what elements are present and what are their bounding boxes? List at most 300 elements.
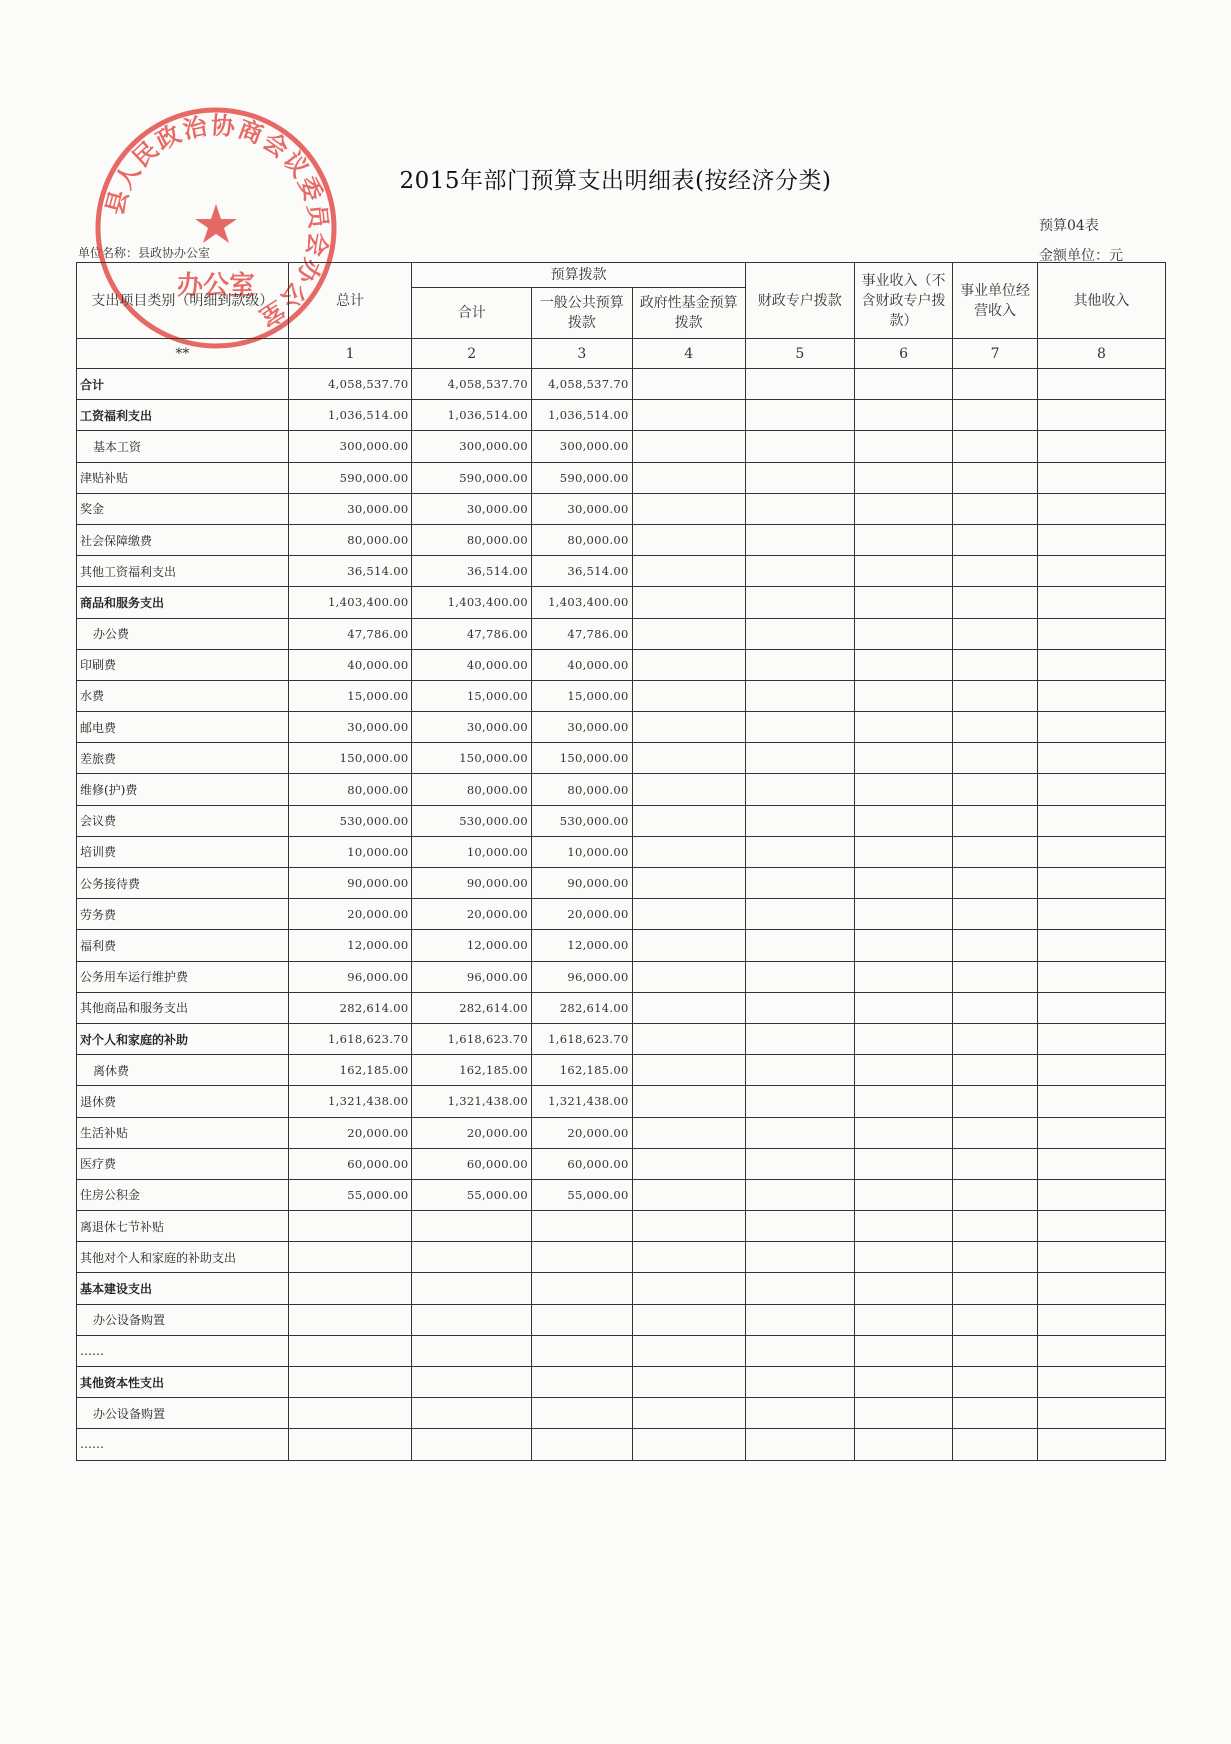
header-business-income: 事业收入（不含财政专户拨款） <box>854 263 952 339</box>
cell-other-income <box>1037 1273 1165 1304</box>
cell-other-income <box>1037 743 1165 774</box>
cell-total: 530,000.00 <box>288 805 412 836</box>
cell-business-operating <box>953 618 1038 649</box>
cell-total: 150,000.00 <box>288 743 412 774</box>
row-name: 水费 <box>77 680 289 711</box>
cell-business-operating <box>953 1086 1038 1117</box>
table-row <box>77 1398 1166 1429</box>
row-name: 基本建设支出 <box>77 1273 289 1304</box>
cell-fiscal-special <box>745 1148 854 1179</box>
cell-other-income <box>1037 1429 1165 1460</box>
cell-business-income <box>854 556 952 587</box>
cell-general-public <box>532 1304 633 1335</box>
cell-business-income <box>854 1211 952 1242</box>
cell-fiscal-special <box>745 369 854 400</box>
table-row <box>77 369 1166 400</box>
row-name: 商品和服务支出 <box>77 587 289 618</box>
cell-other-income <box>1037 1211 1165 1242</box>
cell-fiscal-special <box>745 1273 854 1304</box>
row-name: 基本工资 <box>77 431 289 462</box>
cell-total: 60,000.00 <box>288 1148 412 1179</box>
cell-gov-fund <box>632 493 745 524</box>
table-row <box>77 587 1166 618</box>
cell-general-public: 80,000.00 <box>532 524 633 555</box>
col-code: 3 <box>532 339 633 369</box>
header-fiscal-special: 财政专户拨款 <box>745 263 854 339</box>
cell-fiscal-special <box>745 1055 854 1086</box>
cell-general-public: 1,403,400.00 <box>532 587 633 618</box>
cell-total: 4,058,537.70 <box>288 369 412 400</box>
table-row <box>77 493 1166 524</box>
cell-total <box>288 1304 412 1335</box>
cell-subtotal: 90,000.00 <box>412 868 532 899</box>
svg-text:县人民政治协商会议委员会办公室: 县人民政治协商会议委员会办公室 <box>99 110 334 334</box>
cell-business-income <box>854 649 952 680</box>
cell-gov-fund <box>632 1023 745 1054</box>
cell-business-operating <box>953 1367 1038 1398</box>
cell-other-income <box>1037 805 1165 836</box>
cell-general-public: 10,000.00 <box>532 836 633 867</box>
table-row <box>77 556 1166 587</box>
cell-gov-fund <box>632 836 745 867</box>
row-name: 办公费 <box>77 618 289 649</box>
cell-business-income <box>854 524 952 555</box>
cell-business-operating <box>953 836 1038 867</box>
cell-general-public <box>532 1429 633 1460</box>
table-row <box>77 992 1166 1023</box>
cell-subtotal: 80,000.00 <box>412 774 532 805</box>
cell-gov-fund <box>632 369 745 400</box>
cell-other-income <box>1037 836 1165 867</box>
cell-general-public: 162,185.00 <box>532 1055 633 1086</box>
cell-fiscal-special <box>745 1023 854 1054</box>
budget-expenditure-table <box>76 262 1166 1461</box>
cell-gov-fund <box>632 1179 745 1210</box>
cell-fiscal-special <box>745 400 854 431</box>
cell-business-operating <box>953 680 1038 711</box>
cell-business-income <box>854 836 952 867</box>
cell-subtotal: 150,000.00 <box>412 743 532 774</box>
cell-subtotal: 40,000.00 <box>412 649 532 680</box>
cell-fiscal-special <box>745 743 854 774</box>
cell-total <box>288 1398 412 1429</box>
cell-business-operating <box>953 1242 1038 1273</box>
cell-subtotal <box>412 1242 532 1273</box>
cell-subtotal: 36,514.00 <box>412 556 532 587</box>
cell-fiscal-special <box>745 805 854 836</box>
cell-general-public: 90,000.00 <box>532 868 633 899</box>
cell-other-income <box>1037 618 1165 649</box>
svg-text:办公室: 办公室 <box>176 271 256 301</box>
cell-business-income <box>854 1148 952 1179</box>
row-name: 其他工资福利支出 <box>77 556 289 587</box>
cell-gov-fund <box>632 774 745 805</box>
header-total: 总计 <box>288 263 412 339</box>
cell-total: 282,614.00 <box>288 992 412 1023</box>
row-name: 维修(护)费 <box>77 774 289 805</box>
cell-subtotal: 1,036,514.00 <box>412 400 532 431</box>
cell-subtotal: 60,000.00 <box>412 1148 532 1179</box>
cell-total: 12,000.00 <box>288 930 412 961</box>
cell-subtotal: 530,000.00 <box>412 805 532 836</box>
row-name: 津贴补贴 <box>77 462 289 493</box>
col-code: 1 <box>288 339 412 369</box>
cell-general-public: 590,000.00 <box>532 462 633 493</box>
col-code: 7 <box>953 339 1038 369</box>
col-code: 8 <box>1037 339 1165 369</box>
cell-business-income <box>854 1117 952 1148</box>
table-row <box>77 1429 1166 1460</box>
cell-business-operating <box>953 431 1038 462</box>
cell-subtotal <box>412 1429 532 1460</box>
row-name: 住房公积金 <box>77 1179 289 1210</box>
row-name: 社会保障缴费 <box>77 524 289 555</box>
cell-general-public: 30,000.00 <box>532 712 633 743</box>
cell-other-income <box>1037 1055 1165 1086</box>
cell-total: 36,514.00 <box>288 556 412 587</box>
row-name: 公务用车运行维护费 <box>77 961 289 992</box>
cell-business-income <box>854 992 952 1023</box>
cell-other-income <box>1037 712 1165 743</box>
cell-business-income <box>854 462 952 493</box>
header-general-public: 一般公共预算拨款 <box>532 288 633 339</box>
cell-general-public: 80,000.00 <box>532 774 633 805</box>
row-name: 退休费 <box>77 1086 289 1117</box>
row-name: 邮电费 <box>77 712 289 743</box>
page-title: 2015年部门预算支出明细表(按经济分类) <box>399 168 832 194</box>
cell-gov-fund <box>632 618 745 649</box>
cell-business-income <box>854 1179 952 1210</box>
col-code: 2 <box>412 339 532 369</box>
header-other-income: 其他收入 <box>1037 263 1165 339</box>
cell-general-public <box>532 1211 633 1242</box>
row-name: 培训费 <box>77 836 289 867</box>
table-row <box>77 899 1166 930</box>
cell-other-income <box>1037 930 1165 961</box>
amount-unit: 金额单位：元 <box>1039 248 1123 264</box>
table-row <box>77 680 1166 711</box>
cell-total: 55,000.00 <box>288 1179 412 1210</box>
cell-business-income <box>854 1335 952 1366</box>
cell-business-operating <box>953 649 1038 680</box>
row-name: 生活补贴 <box>77 1117 289 1148</box>
cell-subtotal: 15,000.00 <box>412 680 532 711</box>
cell-fiscal-special <box>745 899 854 930</box>
cell-other-income <box>1037 462 1165 493</box>
cell-business-income <box>854 1367 952 1398</box>
cell-business-income <box>854 805 952 836</box>
cell-general-public: 36,514.00 <box>532 556 633 587</box>
cell-other-income <box>1037 400 1165 431</box>
cell-gov-fund <box>632 1211 745 1242</box>
cell-gov-fund <box>632 556 745 587</box>
cell-fiscal-special <box>745 1398 854 1429</box>
header-subtotal: 合计 <box>412 288 532 339</box>
cell-gov-fund <box>632 462 745 493</box>
cell-fiscal-special <box>745 961 854 992</box>
form-number: 预算04表 <box>1039 218 1099 234</box>
cell-business-income <box>854 493 952 524</box>
cell-other-income <box>1037 868 1165 899</box>
cell-business-operating <box>953 899 1038 930</box>
row-name: 其他对个人和家庭的补助支出 <box>77 1242 289 1273</box>
cell-total: 10,000.00 <box>288 836 412 867</box>
cell-other-income <box>1037 774 1165 805</box>
cell-business-income <box>854 868 952 899</box>
cell-fiscal-special <box>745 556 854 587</box>
cell-subtotal: 47,786.00 <box>412 618 532 649</box>
cell-total: 162,185.00 <box>288 1055 412 1086</box>
cell-total: 30,000.00 <box>288 712 412 743</box>
cell-fiscal-special <box>745 1179 854 1210</box>
cell-total: 1,321,438.00 <box>288 1086 412 1117</box>
cell-other-income <box>1037 1117 1165 1148</box>
cell-total: 1,403,400.00 <box>288 587 412 618</box>
cell-other-income <box>1037 961 1165 992</box>
cell-other-income <box>1037 1398 1165 1429</box>
cell-business-operating <box>953 774 1038 805</box>
row-name: 合计 <box>77 369 289 400</box>
cell-general-public: 96,000.00 <box>532 961 633 992</box>
cell-general-public <box>532 1367 633 1398</box>
table-row <box>77 1304 1166 1335</box>
table-row <box>77 1211 1166 1242</box>
cell-gov-fund <box>632 1335 745 1366</box>
header-category: 支出项目类别（明细到款级） <box>77 263 289 339</box>
cell-total: 15,000.00 <box>288 680 412 711</box>
cell-business-income <box>854 587 952 618</box>
cell-business-income <box>854 400 952 431</box>
cell-general-public: 1,618,623.70 <box>532 1023 633 1054</box>
cell-general-public <box>532 1335 633 1366</box>
cell-other-income <box>1037 431 1165 462</box>
cell-business-operating <box>953 930 1038 961</box>
cell-gov-fund <box>632 1273 745 1304</box>
table-row <box>77 649 1166 680</box>
cell-gov-fund <box>632 1304 745 1335</box>
cell-subtotal: 12,000.00 <box>412 930 532 961</box>
cell-business-income <box>854 1429 952 1460</box>
col-code: 5 <box>745 339 854 369</box>
cell-gov-fund <box>632 868 745 899</box>
cell-fiscal-special <box>745 462 854 493</box>
cell-general-public <box>532 1398 633 1429</box>
cell-fiscal-special <box>745 1335 854 1366</box>
cell-subtotal: 1,403,400.00 <box>412 587 532 618</box>
table-row <box>77 1273 1166 1304</box>
cell-business-income <box>854 1242 952 1273</box>
cell-gov-fund <box>632 712 745 743</box>
cell-general-public: 12,000.00 <box>532 930 633 961</box>
cell-subtotal <box>412 1211 532 1242</box>
cell-total: 40,000.00 <box>288 649 412 680</box>
cell-business-income <box>854 1304 952 1335</box>
row-name: 会议费 <box>77 805 289 836</box>
cell-fiscal-special <box>745 836 854 867</box>
cell-general-public: 40,000.00 <box>532 649 633 680</box>
cell-subtotal: 590,000.00 <box>412 462 532 493</box>
cell-other-income <box>1037 1023 1165 1054</box>
table-row <box>77 524 1166 555</box>
cell-business-operating <box>953 587 1038 618</box>
cell-business-income <box>854 1273 952 1304</box>
cell-total <box>288 1367 412 1398</box>
cell-fiscal-special <box>745 1304 854 1335</box>
table-row <box>77 743 1166 774</box>
cell-subtotal: 300,000.00 <box>412 431 532 462</box>
cell-subtotal: 30,000.00 <box>412 493 532 524</box>
cell-fiscal-special <box>745 992 854 1023</box>
cell-business-operating <box>953 1055 1038 1086</box>
cell-business-operating <box>953 462 1038 493</box>
table-row <box>77 1179 1166 1210</box>
header-business-operating: 事业单位经营收入 <box>953 263 1038 339</box>
cell-general-public <box>532 1273 633 1304</box>
cell-business-operating <box>953 712 1038 743</box>
cell-business-income <box>854 431 952 462</box>
cell-gov-fund <box>632 961 745 992</box>
cell-subtotal: 20,000.00 <box>412 899 532 930</box>
cell-other-income <box>1037 1304 1165 1335</box>
cell-total: 1,618,623.70 <box>288 1023 412 1054</box>
cell-subtotal <box>412 1273 532 1304</box>
cell-gov-fund <box>632 743 745 774</box>
cell-general-public: 30,000.00 <box>532 493 633 524</box>
cell-other-income <box>1037 680 1165 711</box>
row-name: 差旅费 <box>77 743 289 774</box>
table-row <box>77 1335 1166 1366</box>
cell-subtotal: 282,614.00 <box>412 992 532 1023</box>
cell-total: 80,000.00 <box>288 524 412 555</box>
table-row <box>77 868 1166 899</box>
cell-general-public: 47,786.00 <box>532 618 633 649</box>
cell-general-public: 282,614.00 <box>532 992 633 1023</box>
table-row <box>77 805 1166 836</box>
cell-total: 47,786.00 <box>288 618 412 649</box>
cell-business-operating <box>953 1148 1038 1179</box>
cell-fiscal-special <box>745 680 854 711</box>
cell-total <box>288 1429 412 1460</box>
cell-general-public: 1,321,438.00 <box>532 1086 633 1117</box>
cell-gov-fund <box>632 649 745 680</box>
cell-total: 90,000.00 <box>288 868 412 899</box>
row-name: 印刷费 <box>77 649 289 680</box>
col-code: 4 <box>632 339 745 369</box>
cell-fiscal-special <box>745 930 854 961</box>
table-row <box>77 1117 1166 1148</box>
cell-fiscal-special <box>745 1242 854 1273</box>
cell-total: 590,000.00 <box>288 462 412 493</box>
cell-subtotal: 1,618,623.70 <box>412 1023 532 1054</box>
cell-subtotal: 10,000.00 <box>412 836 532 867</box>
cell-total <box>288 1273 412 1304</box>
cell-other-income <box>1037 649 1165 680</box>
row-name: 办公设备购置 <box>77 1304 289 1335</box>
cell-fiscal-special <box>745 431 854 462</box>
cell-total <box>288 1211 412 1242</box>
table-row <box>77 836 1166 867</box>
cell-business-income <box>854 774 952 805</box>
cell-business-operating <box>953 1023 1038 1054</box>
row-name: 其他资本性支出 <box>77 1367 289 1398</box>
cell-business-income <box>854 712 952 743</box>
table-row <box>77 1055 1166 1086</box>
cell-other-income <box>1037 899 1165 930</box>
cell-other-income <box>1037 1335 1165 1366</box>
cell-other-income <box>1037 587 1165 618</box>
cell-business-operating <box>953 805 1038 836</box>
cell-business-income <box>854 618 952 649</box>
cell-general-public: 4,058,537.70 <box>532 369 633 400</box>
cell-general-public: 150,000.00 <box>532 743 633 774</box>
cell-general-public: 20,000.00 <box>532 1117 633 1148</box>
cell-other-income <box>1037 369 1165 400</box>
cell-gov-fund <box>632 524 745 555</box>
cell-total <box>288 1335 412 1366</box>
row-name: 办公设备购置 <box>77 1398 289 1429</box>
cell-total: 20,000.00 <box>288 899 412 930</box>
cell-gov-fund <box>632 1117 745 1148</box>
cell-general-public: 20,000.00 <box>532 899 633 930</box>
row-name: 离退休七节补贴 <box>77 1211 289 1242</box>
cell-business-operating <box>953 1117 1038 1148</box>
cell-subtotal: 96,000.00 <box>412 961 532 992</box>
cell-other-income <box>1037 1242 1165 1273</box>
table-row <box>77 1242 1166 1273</box>
cell-other-income <box>1037 1148 1165 1179</box>
cell-business-operating <box>953 868 1038 899</box>
cell-business-income <box>854 743 952 774</box>
cell-subtotal <box>412 1335 532 1366</box>
cell-business-operating <box>953 556 1038 587</box>
table-row <box>77 961 1166 992</box>
cell-business-income <box>854 961 952 992</box>
row-name: 医疗费 <box>77 1148 289 1179</box>
cell-total <box>288 1242 412 1273</box>
cell-total: 96,000.00 <box>288 961 412 992</box>
cell-business-operating <box>953 961 1038 992</box>
header-gov-fund: 政府性基金预算拨款 <box>632 288 745 339</box>
cell-gov-fund <box>632 930 745 961</box>
cell-gov-fund <box>632 400 745 431</box>
cell-business-income <box>854 930 952 961</box>
cell-total: 20,000.00 <box>288 1117 412 1148</box>
cell-general-public: 55,000.00 <box>532 1179 633 1210</box>
col-code: ** <box>77 339 289 369</box>
cell-business-operating <box>953 1335 1038 1366</box>
cell-subtotal: 20,000.00 <box>412 1117 532 1148</box>
cell-business-operating <box>953 369 1038 400</box>
cell-business-income <box>854 899 952 930</box>
cell-business-income <box>854 1086 952 1117</box>
cell-fiscal-special <box>745 587 854 618</box>
cell-total: 1,036,514.00 <box>288 400 412 431</box>
header-budget-group: 预算拨款 <box>412 263 745 288</box>
table-row <box>77 1023 1166 1054</box>
cell-general-public <box>532 1242 633 1273</box>
cell-gov-fund <box>632 992 745 1023</box>
table-row <box>77 1367 1166 1398</box>
table-row <box>77 774 1166 805</box>
cell-other-income <box>1037 1367 1165 1398</box>
unit-name: 单位名称：县政协办公室 <box>78 246 211 260</box>
table-row <box>77 400 1166 431</box>
row-name: …… <box>77 1429 289 1460</box>
cell-business-operating <box>953 1179 1038 1210</box>
cell-fiscal-special <box>745 1429 854 1460</box>
cell-gov-fund <box>632 1148 745 1179</box>
cell-gov-fund <box>632 1086 745 1117</box>
